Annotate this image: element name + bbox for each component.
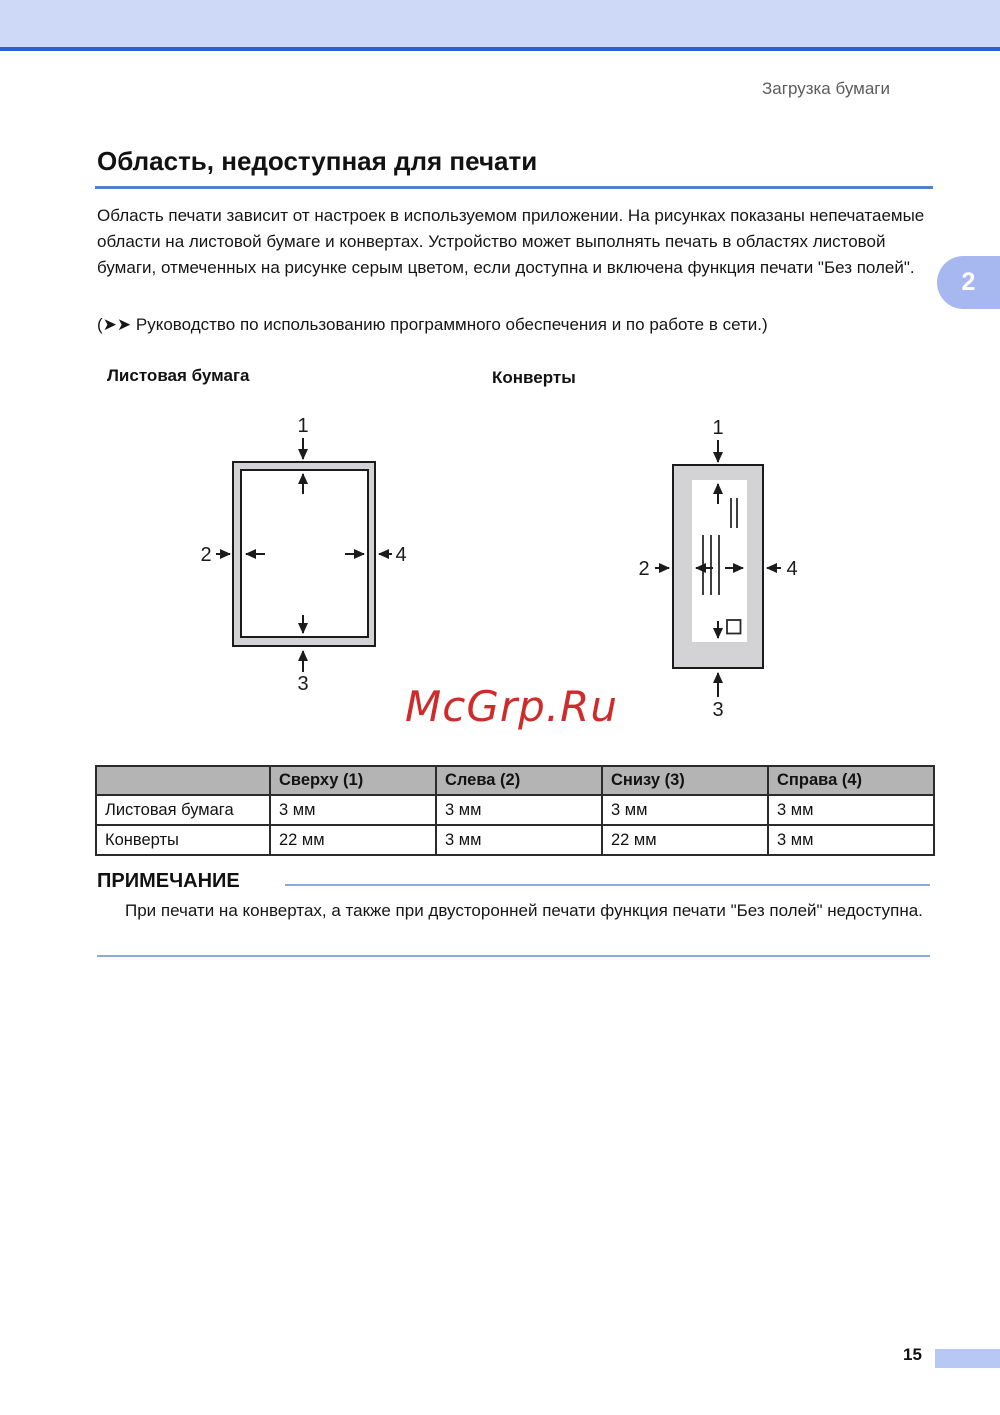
watermark: McGrp.Ru (405, 682, 618, 731)
envelope-margins-diagram (600, 410, 860, 720)
cell-value: 3 мм (436, 825, 602, 855)
see-also-reference: (➤➤ Руководство по использованию программного обеспечения и по работе в сети.) (97, 315, 768, 334)
note-rule-bottom (97, 955, 930, 957)
envelope-arrow-label-bottom: 3 (712, 699, 724, 720)
sheet-margins-diagram (95, 410, 415, 700)
row-label: Листовая бумага (96, 795, 270, 825)
col-header-right: Справа (4) (768, 766, 934, 795)
cell-value: 3 мм (270, 795, 436, 825)
envelope-arrow-label-left: 2 (638, 558, 650, 580)
sheet-arrow-label-left: 2 (200, 544, 212, 566)
note-heading: ПРИМЕЧАНИЕ (97, 870, 240, 892)
col-header-left: Слева (2) (436, 766, 602, 795)
col-header-bottom: Снизу (3) (602, 766, 768, 795)
cell-value: 3 мм (768, 825, 934, 855)
page-title: Область, недоступная для печати (97, 146, 538, 176)
envelope-arrow-label-right: 4 (786, 558, 798, 580)
envelope-arrow-label-top: 1 (712, 417, 724, 439)
row-label: Конверты (96, 825, 270, 855)
col-header-empty (96, 766, 270, 795)
table-row-envelope (96, 825, 934, 855)
note-text: При печати на конвертах, а также при двусторонней печати функция печати "Без полей" недоступна. (125, 901, 923, 920)
running-header: Загрузка бумаги (762, 79, 890, 98)
sheet-arrow-label-top: 1 (297, 415, 309, 437)
cell-value: 3 мм (602, 795, 768, 825)
envelope-figure-label: Конверты (492, 368, 576, 387)
cell-value: 22 мм (602, 825, 768, 855)
margins-table (95, 765, 935, 856)
sheet-arrow-label-right: 4 (395, 544, 407, 566)
cell-value: 22 мм (270, 825, 436, 855)
chapter-tab: 2 (937, 256, 1000, 309)
sheet-arrow-label-bottom: 3 (297, 673, 309, 695)
col-header-top: Сверху (1) (270, 766, 436, 795)
cell-value: 3 мм (768, 795, 934, 825)
page-number: 15 (903, 1345, 922, 1364)
note-rule-top (285, 884, 930, 886)
table-row-sheet (96, 795, 934, 825)
table-header-row (96, 766, 934, 795)
envelope-stamp (727, 620, 741, 634)
cell-value: 3 мм (436, 795, 602, 825)
title-rule (95, 186, 933, 189)
page-marker-bar (935, 1349, 1000, 1368)
intro-paragraph: Область печати зависит от настроек в используемом приложении. На рисунках показаны непечатаемые области на листовой бумаге и конвертах. Устройство может выполнять печать в областях листовой бумаги, отмеченных на рисунке серым цветом, если доступна и включена функция печати "Без полей". (97, 206, 925, 277)
sheet-figure-label: Листовая бумага (107, 366, 250, 385)
top-bar (0, 0, 1000, 51)
